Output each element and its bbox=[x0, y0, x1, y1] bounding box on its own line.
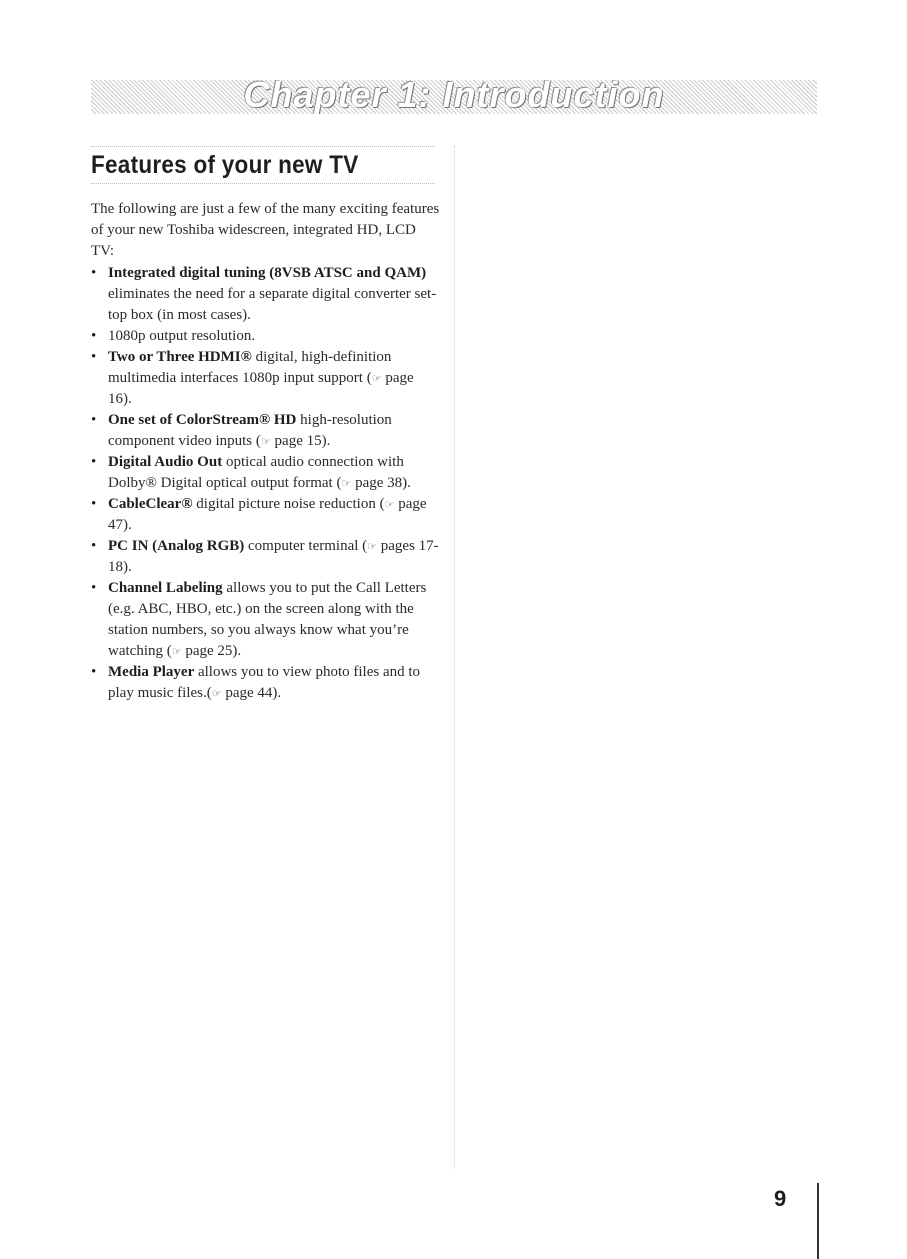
bullet-icon: • bbox=[91, 580, 97, 596]
section-title: Features of your new TV bbox=[91, 151, 359, 179]
bullet-icon: • bbox=[91, 538, 97, 554]
bullet-icon: • bbox=[91, 412, 97, 428]
pointing-hand-icon: ☞ bbox=[211, 687, 222, 700]
feature-name: Channel Labeling bbox=[108, 580, 223, 596]
bullet-icon: • bbox=[91, 328, 97, 344]
feature-name: Media Player bbox=[108, 664, 195, 680]
pointing-hand-icon: ☞ bbox=[341, 477, 352, 490]
column-divider bbox=[454, 146, 455, 1170]
pointing-hand-icon: ☞ bbox=[260, 435, 271, 448]
feature-text: eliminates the need for a separate digital converter set-top box (in most cases). bbox=[108, 286, 437, 323]
bullet-icon: • bbox=[91, 349, 97, 365]
pointing-hand-icon: ☞ bbox=[367, 540, 378, 553]
feature-text: high-resolution component video inputs ( bbox=[108, 412, 392, 449]
feature-name: Integrated digital tuning (8VSB ATSC and QAM) bbox=[108, 265, 427, 281]
list-item bbox=[91, 410, 441, 452]
feature-name: Digital Audio Out bbox=[108, 454, 223, 470]
feature-name: Two or Three HDMI® bbox=[108, 349, 252, 365]
section-rule-bottom bbox=[91, 183, 435, 184]
body-content bbox=[91, 199, 441, 704]
list-item bbox=[91, 578, 441, 662]
list-item bbox=[91, 326, 441, 347]
page-reference: page 47). bbox=[108, 496, 427, 533]
bullet-icon: • bbox=[91, 664, 97, 680]
list-item bbox=[91, 263, 441, 326]
list-item bbox=[91, 662, 441, 704]
feature-text: allows you to view photo files and to play music files.( bbox=[108, 664, 421, 701]
feature-text: computer terminal ( bbox=[244, 538, 368, 554]
feature-name: CableClear® bbox=[108, 496, 193, 512]
feature-list bbox=[91, 263, 441, 704]
feature-text: digital, high-definition multimedia interfaces 1080p input support ( bbox=[108, 349, 392, 386]
bullet-icon: • bbox=[91, 496, 97, 512]
pointing-hand-icon: ☞ bbox=[371, 372, 382, 385]
page-number-rule bbox=[817, 1183, 819, 1259]
list-item bbox=[91, 347, 441, 410]
chapter-header-band bbox=[91, 80, 817, 114]
pointing-hand-icon: ☞ bbox=[171, 645, 182, 658]
chapter-title: Chapter 1: Introduction bbox=[243, 80, 665, 114]
list-item bbox=[91, 536, 441, 578]
feature-name: One set of ColorStream® HD bbox=[108, 412, 297, 428]
page-reference: page 38). bbox=[351, 475, 411, 491]
page-number: 9 bbox=[774, 1186, 787, 1211]
feature-text: optical audio connection with Dolby® Digital optical output format ( bbox=[108, 454, 404, 491]
feature-name: PC IN (Analog RGB) bbox=[108, 538, 245, 554]
feature-text: allows you to put the Call Letters (e.g. ABC, HBO, etc.) on the screen along with the station numbers, so you always know what you’re watching ( bbox=[108, 580, 427, 659]
list-item bbox=[91, 452, 441, 494]
list-item bbox=[91, 494, 441, 536]
pointing-hand-icon: ☞ bbox=[384, 498, 395, 511]
bullet-icon: • bbox=[91, 265, 97, 281]
page-reference: page 16). bbox=[108, 370, 414, 407]
page-reference: page 44). bbox=[221, 685, 282, 701]
feature-text: digital picture noise reduction ( bbox=[192, 496, 385, 512]
page-reference: pages 17-18). bbox=[108, 538, 439, 575]
page-reference: page 25). bbox=[181, 643, 242, 659]
bullet-icon: • bbox=[91, 454, 97, 470]
feature-text: 1080p output resolution. bbox=[108, 328, 256, 344]
intro-paragraph: The following are just a few of the many exciting features of your new Toshiba widescreen, integrated HD, LCD TV: bbox=[91, 201, 440, 259]
page-reference: page 15). bbox=[270, 433, 331, 449]
